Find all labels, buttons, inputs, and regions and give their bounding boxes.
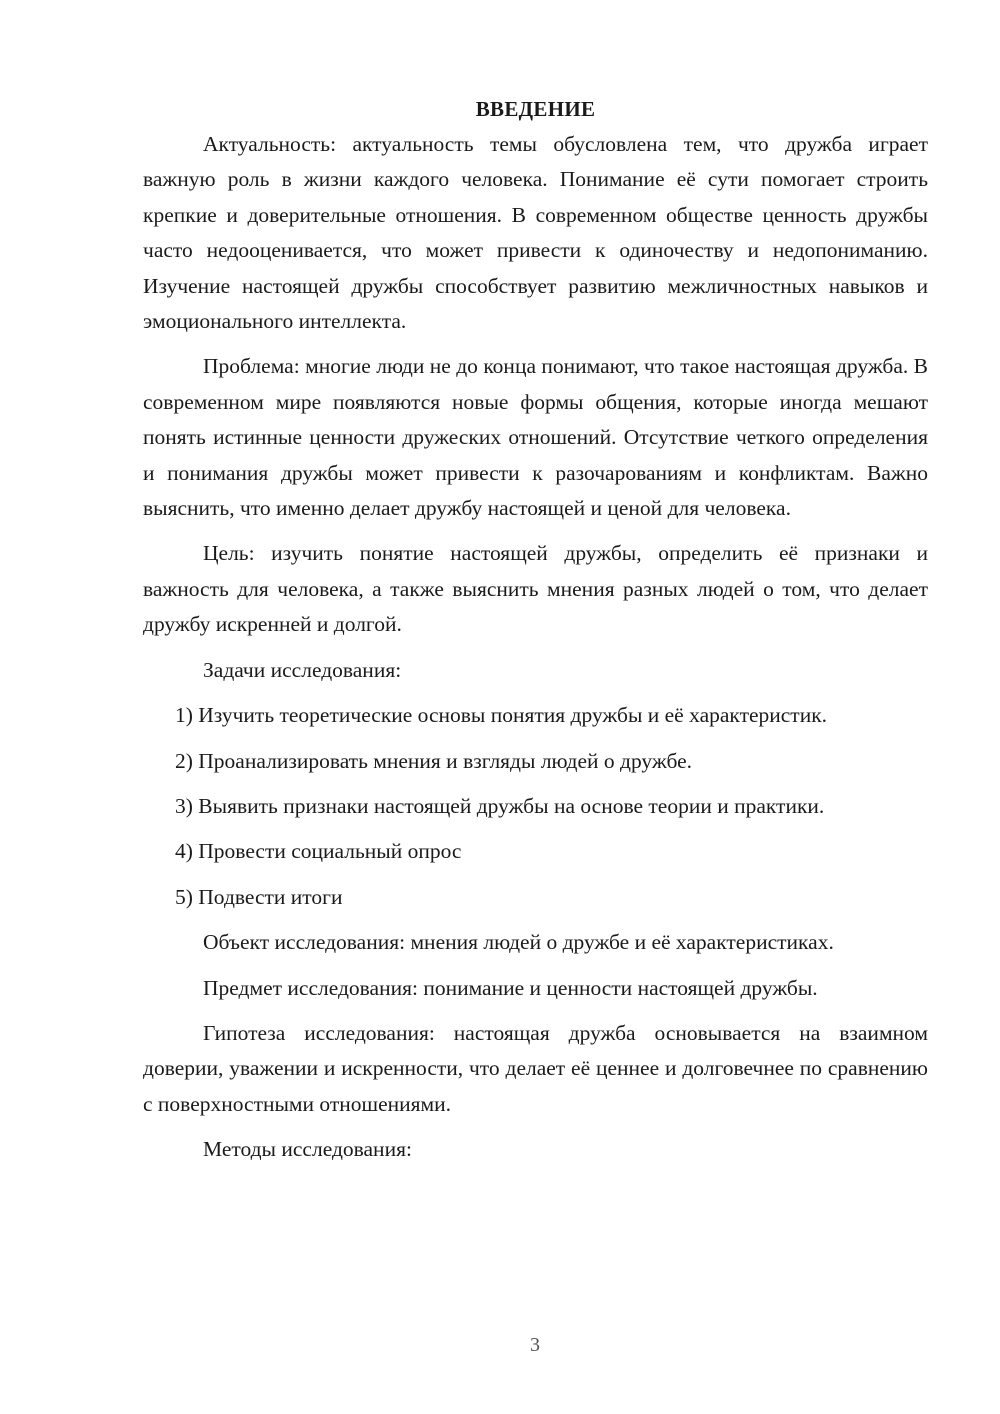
paragraph-goal: Цель: изучить понятие настоящей дружбы, определить её признаки и важность для человека, а также выяснить мнения разных людей о том, что делает дружбу искренней и долгой. [143,541,928,637]
task-item: 2) Проанализировать мнения и взгляды людей о дружбе. [175,748,693,773]
paragraph-relevance: Актуальность: актуальность темы обусловлена тем, что дружба играет важную роль в жизни каждого человека. Понимание её сути помогает строить крепкие и доверительные отношения. В современном обществе ценность дружбы часто недооценивается, что может привести к одиночеству и недопониманию. Изучение настоящей дружбы способствует развитию межличностных навыков и эмоционального интеллекта. [143,132,928,334]
paragraph-object: Объект исследования: мнения людей о дружбе и её характеристиках. [203,930,834,955]
paragraph-hypothesis: Гипотеза исследования: настоящая дружба основывается на взаимном доверии, уважении и искренности, что делает её ценнее и долговечнее по сравнению с поверхностными отношениями. [143,1020,928,1116]
section-title: ВВЕДЕНИЕ [475,97,596,121]
task-item: 4) Провести социальный опрос [175,839,462,864]
task-item: 1) Изучить теоретические основы понятия дружбы и её характеристик. [175,703,828,728]
tasks-heading: Задачи исследования: [203,657,402,682]
paragraph-subject: Предмет исследования: понимание и ценности настоящей дружбы. [203,975,818,1000]
document-page [143,92,928,1178]
task-item: 5) Подвести итоги [175,884,343,909]
task-item: 3) Выявить признаки настоящей дружбы на основе теории и практики. [175,793,825,818]
methods-heading: Методы исследования: [203,1137,412,1162]
page-number: 3 [530,1334,540,1356]
paragraph-problem: Проблема: многие люди не до конца понимают, что такое настоящая дружба. В современном мире появляются новые формы общения, которые иногда мешают понять истинные ценности дружеских отношений. Отсутствие четкого определения и понимания дружбы может привести к разочарованиям и конфликтам. Важно выяснить, что именно делает дружбу настоящей и ценой для человека. [143,354,928,521]
